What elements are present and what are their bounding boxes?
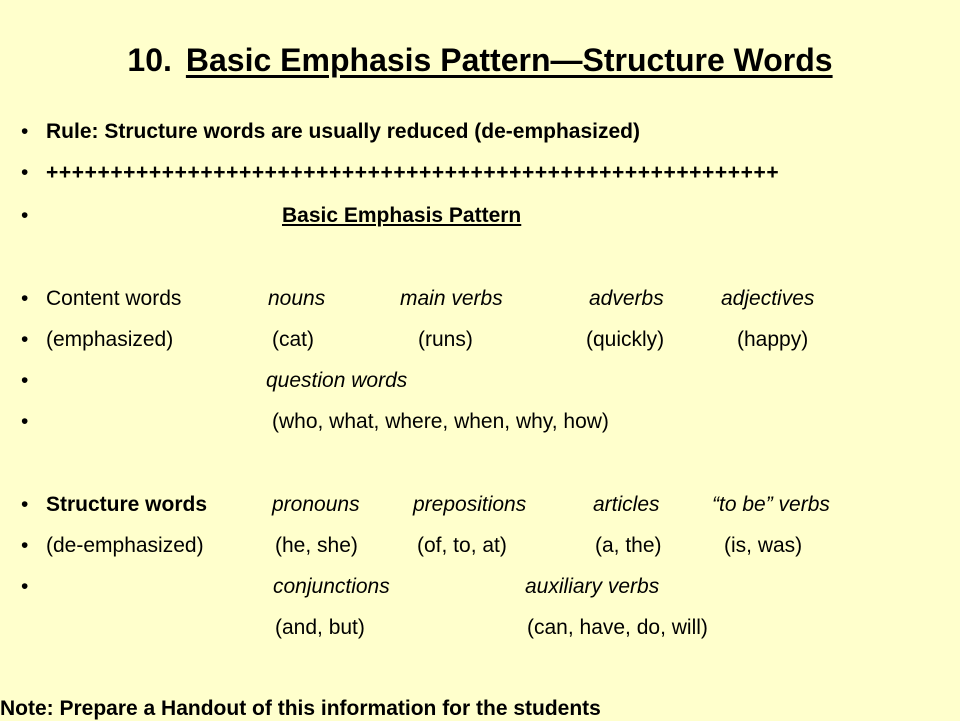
bullet-icon: • [21,369,29,392]
example-nouns: (cat) [272,328,314,351]
content-sublabel: (emphasized) [46,328,174,351]
page-title [0,42,960,79]
category-nouns: nouns [268,287,326,310]
example-to-be-verbs: (is, was) [724,534,803,557]
example-adverbs: (quickly) [586,328,665,351]
bullet-icon: • [21,161,29,184]
example-pronouns: (he, she) [275,534,358,557]
title-text: Basic Emphasis Pattern—Structure Words [185,42,833,78]
category-conjunctions: conjunctions [273,575,390,598]
category-adjectives: adjectives [721,287,815,310]
bullet-icon: • [21,204,29,227]
bullet-icon: • [21,120,29,143]
bullet-icon: • [21,534,29,557]
category-prepositions: prepositions [413,493,527,516]
example-adjectives: (happy) [737,328,809,351]
category-main-verbs: main verbs [400,287,503,310]
bullet-icon: • [21,328,29,351]
rule-text: Rule: Structure words are usually reduced (de-emphasized) [46,120,640,143]
pattern-heading: Basic Emphasis Pattern [282,204,522,227]
category-question-words: question words [266,369,408,392]
category-to-be-verbs: “to be” verbs [712,493,830,516]
note-text: Note: Prepare a Handout of this information for the students [0,697,601,720]
content-label: Content words [46,287,182,310]
category-adverbs: adverbs [589,287,664,310]
category-articles: articles [593,493,660,516]
bullet-icon: • [21,575,29,598]
example-main-verbs: (runs) [418,328,473,351]
bullet-icon: • [21,410,29,433]
bullet-icon: • [21,493,29,516]
example-question-words: (who, what, where, when, why, how) [272,410,609,433]
category-auxiliary-verbs: auxiliary verbs [525,575,660,598]
example-prepositions: (of, to, at) [417,534,507,557]
structure-sublabel: (de-emphasized) [46,534,204,557]
example-articles: (a, the) [595,534,662,557]
example-auxiliary-verbs: (can, have, do, will) [527,616,708,639]
bullet-icon: • [21,287,29,310]
title-number: 10. [127,42,172,78]
category-pronouns: pronouns [272,493,360,516]
example-conjunctions: (and, but) [275,616,365,639]
separator-line: +++++++++++++++++++++++++++++++++++++++++++++++++++++++++ [46,161,780,184]
structure-label: Structure words [46,493,208,516]
